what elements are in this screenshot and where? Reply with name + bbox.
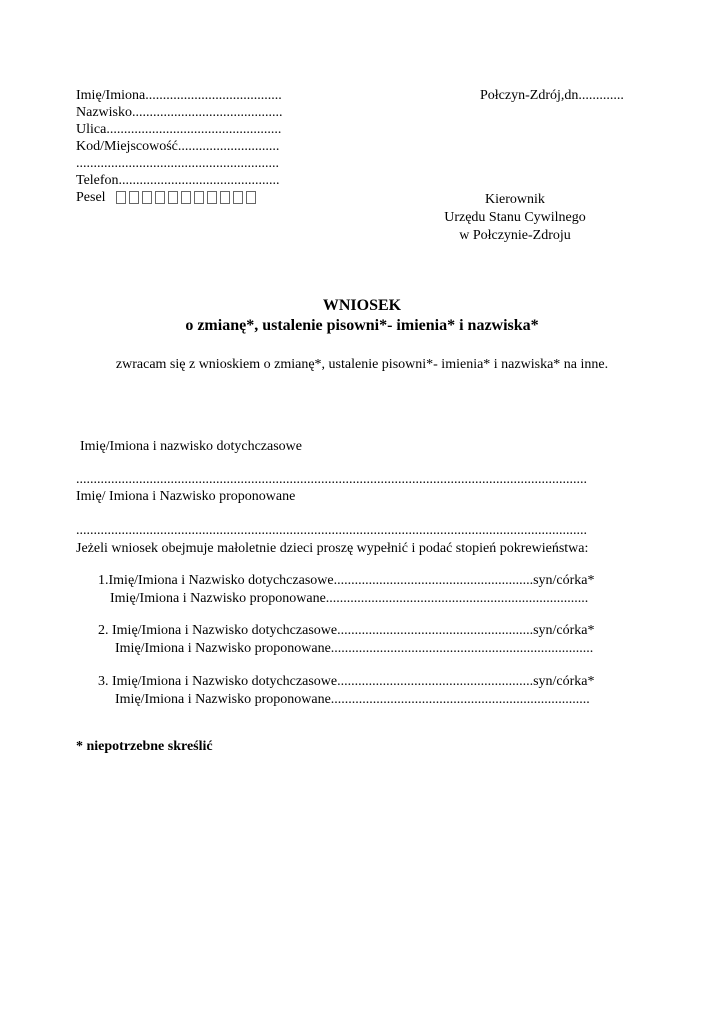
pesel-digit-box[interactable]: [129, 191, 139, 204]
pesel-boxes[interactable]: [116, 191, 257, 204]
proposed-name-field[interactable]: ..................................................................................................................................................: [76, 523, 587, 538]
intro-text: zwracam się z wnioskiem o zmianę*, ustalenie pisowni*- imienia* i nazwiska* na inne.: [115, 357, 609, 372]
child-3-current-field[interactable]: 3. Imię/Imiona i Nazwisko dotychczasowe........................................................syn/córka*: [98, 674, 595, 689]
pesel-digit-box[interactable]: [220, 191, 230, 204]
current-name-label: Imię/Imiona i nazwisko dotychczasowe: [80, 439, 302, 454]
document-subtitle: o zmianę*, ustalenie pisowni*- imienia* i nazwiska*: [185, 317, 539, 334]
children-note: Jeżeli wniosek obejmuje małoletnie dzieci proszę wypełnić i podać stopień pokrewieństwa:: [76, 541, 589, 556]
proposed-name-label: Imię/ Imiona i Nazwisko proponowane: [76, 489, 296, 504]
pesel-digit-box[interactable]: [246, 191, 256, 204]
recipient-title: Kierownik: [485, 192, 545, 207]
pesel-digit-box[interactable]: [181, 191, 191, 204]
pesel-digit-box[interactable]: [142, 191, 152, 204]
pesel-digit-box[interactable]: [207, 191, 217, 204]
pesel-digit-box[interactable]: [155, 191, 165, 204]
pesel-label: Pesel: [76, 190, 106, 205]
footnote: * niepotrzebne skreślić: [76, 739, 213, 754]
child-1-current-field[interactable]: 1.Imię/Imiona i Nazwisko dotychczasowe.........................................................syn/córka*: [98, 573, 595, 588]
street-field[interactable]: Ulica..................................................: [76, 122, 282, 137]
pesel-digit-box[interactable]: [194, 191, 204, 204]
postal-city-field[interactable]: Kod/Miejscowość.............................: [76, 139, 280, 154]
pesel-digit-box[interactable]: [233, 191, 243, 204]
place-date-field[interactable]: Połczyn-Zdrój,dn.............: [480, 88, 624, 103]
child-3-proposed-field[interactable]: Imię/Imiona i Nazwisko proponowane..........................................................................: [115, 692, 590, 707]
pesel-digit-box[interactable]: [168, 191, 178, 204]
child-1-proposed-field[interactable]: Imię/Imiona i Nazwisko proponowane...........................................................................: [110, 591, 589, 606]
pesel-field[interactable]: [76, 189, 257, 206]
pesel-digit-box[interactable]: [116, 191, 126, 204]
document-title: WNIOSEK: [322, 297, 402, 314]
recipient-location: w Połczynie-Zdroju: [459, 228, 571, 243]
first-name-field[interactable]: Imię/Imiona.......................................: [76, 88, 282, 103]
child-2-proposed-field[interactable]: Imię/Imiona i Nazwisko proponowane...........................................................................: [115, 641, 594, 656]
current-name-field[interactable]: ..................................................................................................................................................: [76, 472, 587, 487]
address-extra-field[interactable]: ..........................................................: [76, 156, 279, 171]
child-2-current-field[interactable]: 2. Imię/Imiona i Nazwisko dotychczasowe........................................................syn/córka*: [98, 623, 595, 638]
recipient-office: Urzędu Stanu Cywilnego: [444, 210, 586, 225]
last-name-field[interactable]: Nazwisko...........................................: [76, 105, 283, 120]
phone-field[interactable]: Telefon..............................................: [76, 173, 280, 188]
